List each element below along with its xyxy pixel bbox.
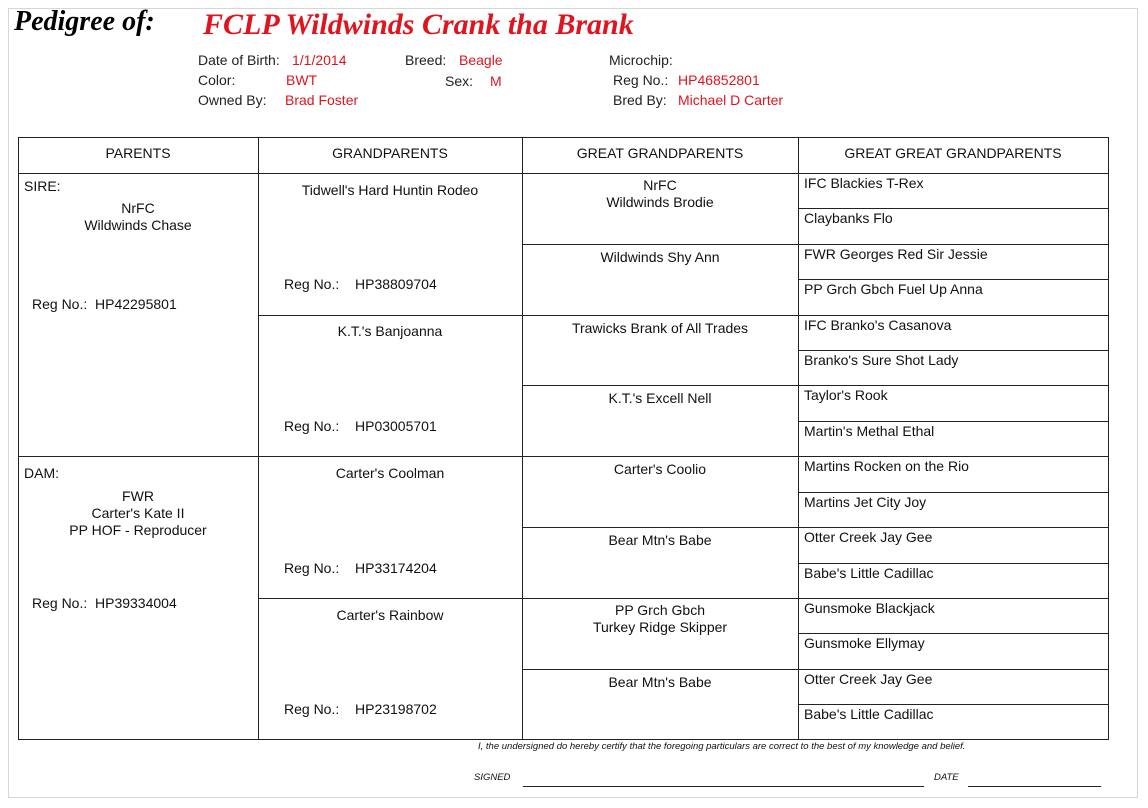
sex-label: Sex: bbox=[445, 73, 474, 89]
grandparent-reg-value: HP33174204 bbox=[355, 560, 437, 576]
breeder-value: Michael D Carter bbox=[678, 92, 784, 108]
date-label: DATE bbox=[934, 772, 959, 783]
gg-grandparent-name: Otter Creek Jay Gee bbox=[804, 671, 933, 687]
gggp-divider bbox=[798, 244, 1109, 245]
gggp-divider bbox=[798, 527, 1109, 528]
dam-title: FWR bbox=[122, 488, 154, 504]
owner-value: Brad Foster bbox=[285, 92, 359, 108]
grandparent-name: Tidwell's Hard Huntin Rodeo bbox=[301, 182, 479, 198]
gggp-divider bbox=[798, 492, 1109, 493]
great-grandparent-name: K.T.'s Excell Nell bbox=[608, 390, 712, 406]
grandparent-reg-value: HP23198702 bbox=[355, 701, 437, 717]
great-grandparent-name: Wildwinds Shy Ann bbox=[600, 249, 720, 265]
grandparent-reg-label: Reg No.: bbox=[284, 276, 340, 292]
owner-label: Owned By: bbox=[198, 92, 267, 108]
dam-label: DAM: bbox=[24, 465, 59, 481]
col-divider-2 bbox=[522, 137, 523, 740]
ggp-divider-6 bbox=[522, 598, 799, 599]
dam-name: Carter's Kate II bbox=[91, 505, 185, 521]
gp-divider-3 bbox=[258, 598, 523, 599]
signature-line[interactable] bbox=[523, 786, 924, 787]
gggp-divider bbox=[798, 598, 1109, 599]
gg-grandparent-name: Branko's Sure Shot Lady bbox=[804, 352, 959, 368]
grandparent-reg-label: Reg No.: bbox=[284, 418, 340, 434]
great-grandparent-name: Wildwinds Brodie bbox=[606, 194, 714, 210]
col-header-grandparents: GRANDPARENTS bbox=[332, 145, 448, 161]
ggp-divider-1 bbox=[522, 244, 799, 245]
page-title-label: Pedigree of: bbox=[14, 6, 155, 37]
header-divider bbox=[18, 173, 1109, 174]
breed-label: Breed: bbox=[405, 52, 447, 68]
ggp-divider-7 bbox=[522, 669, 799, 670]
ggp-divider-3 bbox=[522, 385, 799, 386]
gggp-divider bbox=[798, 279, 1109, 280]
gp-divider-2 bbox=[258, 456, 523, 457]
dam-reg-value: HP39334004 bbox=[95, 595, 177, 611]
col-divider-3 bbox=[798, 137, 799, 740]
sire-reg-label: Reg No.: bbox=[32, 296, 88, 312]
sire-label: SIRE: bbox=[24, 178, 61, 194]
gggp-divider bbox=[798, 421, 1109, 422]
gg-grandparent-name: Otter Creek Jay Gee bbox=[804, 529, 933, 545]
dob-label: Date of Birth: bbox=[198, 52, 280, 68]
gg-grandparent-name: PP Grch Gbch Fuel Up Anna bbox=[804, 281, 983, 297]
gg-grandparent-name: IFC Blackies T-Rex bbox=[804, 175, 924, 191]
dob-value: 1/1/2014 bbox=[292, 52, 347, 68]
sex-value: M bbox=[490, 73, 502, 89]
grandparent-reg-value: HP38809704 bbox=[355, 276, 437, 292]
gg-grandparent-name: Gunsmoke Blackjack bbox=[804, 600, 935, 616]
great-grandparent-name: Bear Mtn's Babe bbox=[608, 674, 712, 690]
reg-value: HP46852801 bbox=[678, 72, 760, 88]
breeder-label: Bred By: bbox=[613, 92, 667, 108]
gg-grandparent-name: Gunsmoke Ellymay bbox=[804, 635, 925, 651]
great-grandparent-title: PP Grch Gbch bbox=[614, 602, 705, 618]
great-grandparent-name: Trawicks Brank of All Trades bbox=[571, 320, 749, 336]
gg-grandparent-name: Babe's Little Cadillac bbox=[804, 706, 934, 722]
color-value: BWT bbox=[286, 72, 318, 88]
color-label: Color: bbox=[198, 72, 236, 88]
certification-statement: I, the undersigned do hereby certify that the foregoing particulars are correct to the best of my knowledge and belief. bbox=[478, 741, 966, 752]
gggp-divider bbox=[798, 350, 1109, 351]
gggp-divider bbox=[798, 456, 1109, 457]
parents-divider bbox=[18, 456, 259, 457]
sire-title: NrFC bbox=[121, 200, 155, 216]
grandparent-reg-label: Reg No.: bbox=[284, 560, 340, 576]
gggp-divider bbox=[798, 385, 1109, 386]
col-header-great-grandparents: GREAT GRANDPARENTS bbox=[576, 145, 744, 161]
gp-divider-1 bbox=[258, 315, 523, 316]
sire-name: Wildwinds Chase bbox=[84, 217, 192, 233]
col-header-great-great-grandparents: GREAT GREAT GRANDPARENTS bbox=[844, 145, 1062, 161]
great-grandparent-name: Bear Mtn's Babe bbox=[608, 532, 712, 548]
gg-grandparent-name: Martins Rocken on the Rio bbox=[804, 458, 969, 474]
great-grandparent-title: NrFC bbox=[643, 177, 677, 193]
ggp-divider-5 bbox=[522, 527, 799, 528]
gg-grandparent-name: Martin's Methal Ethal bbox=[804, 423, 935, 439]
grandparent-name: Carter's Coolman bbox=[335, 465, 445, 481]
grandparent-reg-label: Reg No.: bbox=[284, 701, 340, 717]
gggp-divider bbox=[798, 704, 1109, 705]
breed-value: Beagle bbox=[459, 52, 503, 68]
col-header-parents: PARENTS bbox=[105, 145, 171, 161]
microchip-label: Microchip: bbox=[609, 52, 673, 68]
dam-reg-label: Reg No.: bbox=[32, 595, 88, 611]
sire-reg-value: HP42295801 bbox=[95, 296, 177, 312]
dog-name: FCLP Wildwinds Crank tha Brank bbox=[203, 8, 634, 41]
gggp-divider bbox=[798, 563, 1109, 564]
gg-grandparent-name: Martins Jet City Joy bbox=[804, 494, 927, 510]
great-grandparent-name: Turkey Ridge Skipper bbox=[592, 619, 728, 635]
col-divider-1 bbox=[258, 137, 259, 740]
gg-grandparent-name: Babe's Little Cadillac bbox=[804, 565, 934, 581]
dam-title-2: PP HOF - Reproducer bbox=[69, 522, 207, 538]
gggp-divider bbox=[798, 669, 1109, 670]
signed-label: SIGNED bbox=[474, 772, 511, 783]
gggp-divider bbox=[798, 208, 1109, 209]
great-grandparent-name: Carter's Coolio bbox=[613, 461, 707, 477]
reg-label: Reg No.: bbox=[613, 72, 669, 88]
date-line[interactable] bbox=[968, 786, 1101, 787]
ggp-divider-2 bbox=[522, 315, 799, 316]
gggp-divider bbox=[798, 315, 1109, 316]
grandparent-name: K.T.'s Banjoanna bbox=[337, 323, 443, 339]
gg-grandparent-name: FWR Georges Red Sir Jessie bbox=[804, 246, 988, 262]
ggp-divider-4 bbox=[522, 456, 799, 457]
grandparent-reg-value: HP03005701 bbox=[355, 418, 437, 434]
gg-grandparent-name: Taylor's Rook bbox=[804, 387, 888, 403]
gg-grandparent-name: IFC Branko's Casanova bbox=[804, 317, 952, 333]
gg-grandparent-name: Claybanks Flo bbox=[804, 210, 893, 226]
gggp-divider bbox=[798, 633, 1109, 634]
grandparent-name: Carter's Rainbow bbox=[336, 607, 444, 623]
